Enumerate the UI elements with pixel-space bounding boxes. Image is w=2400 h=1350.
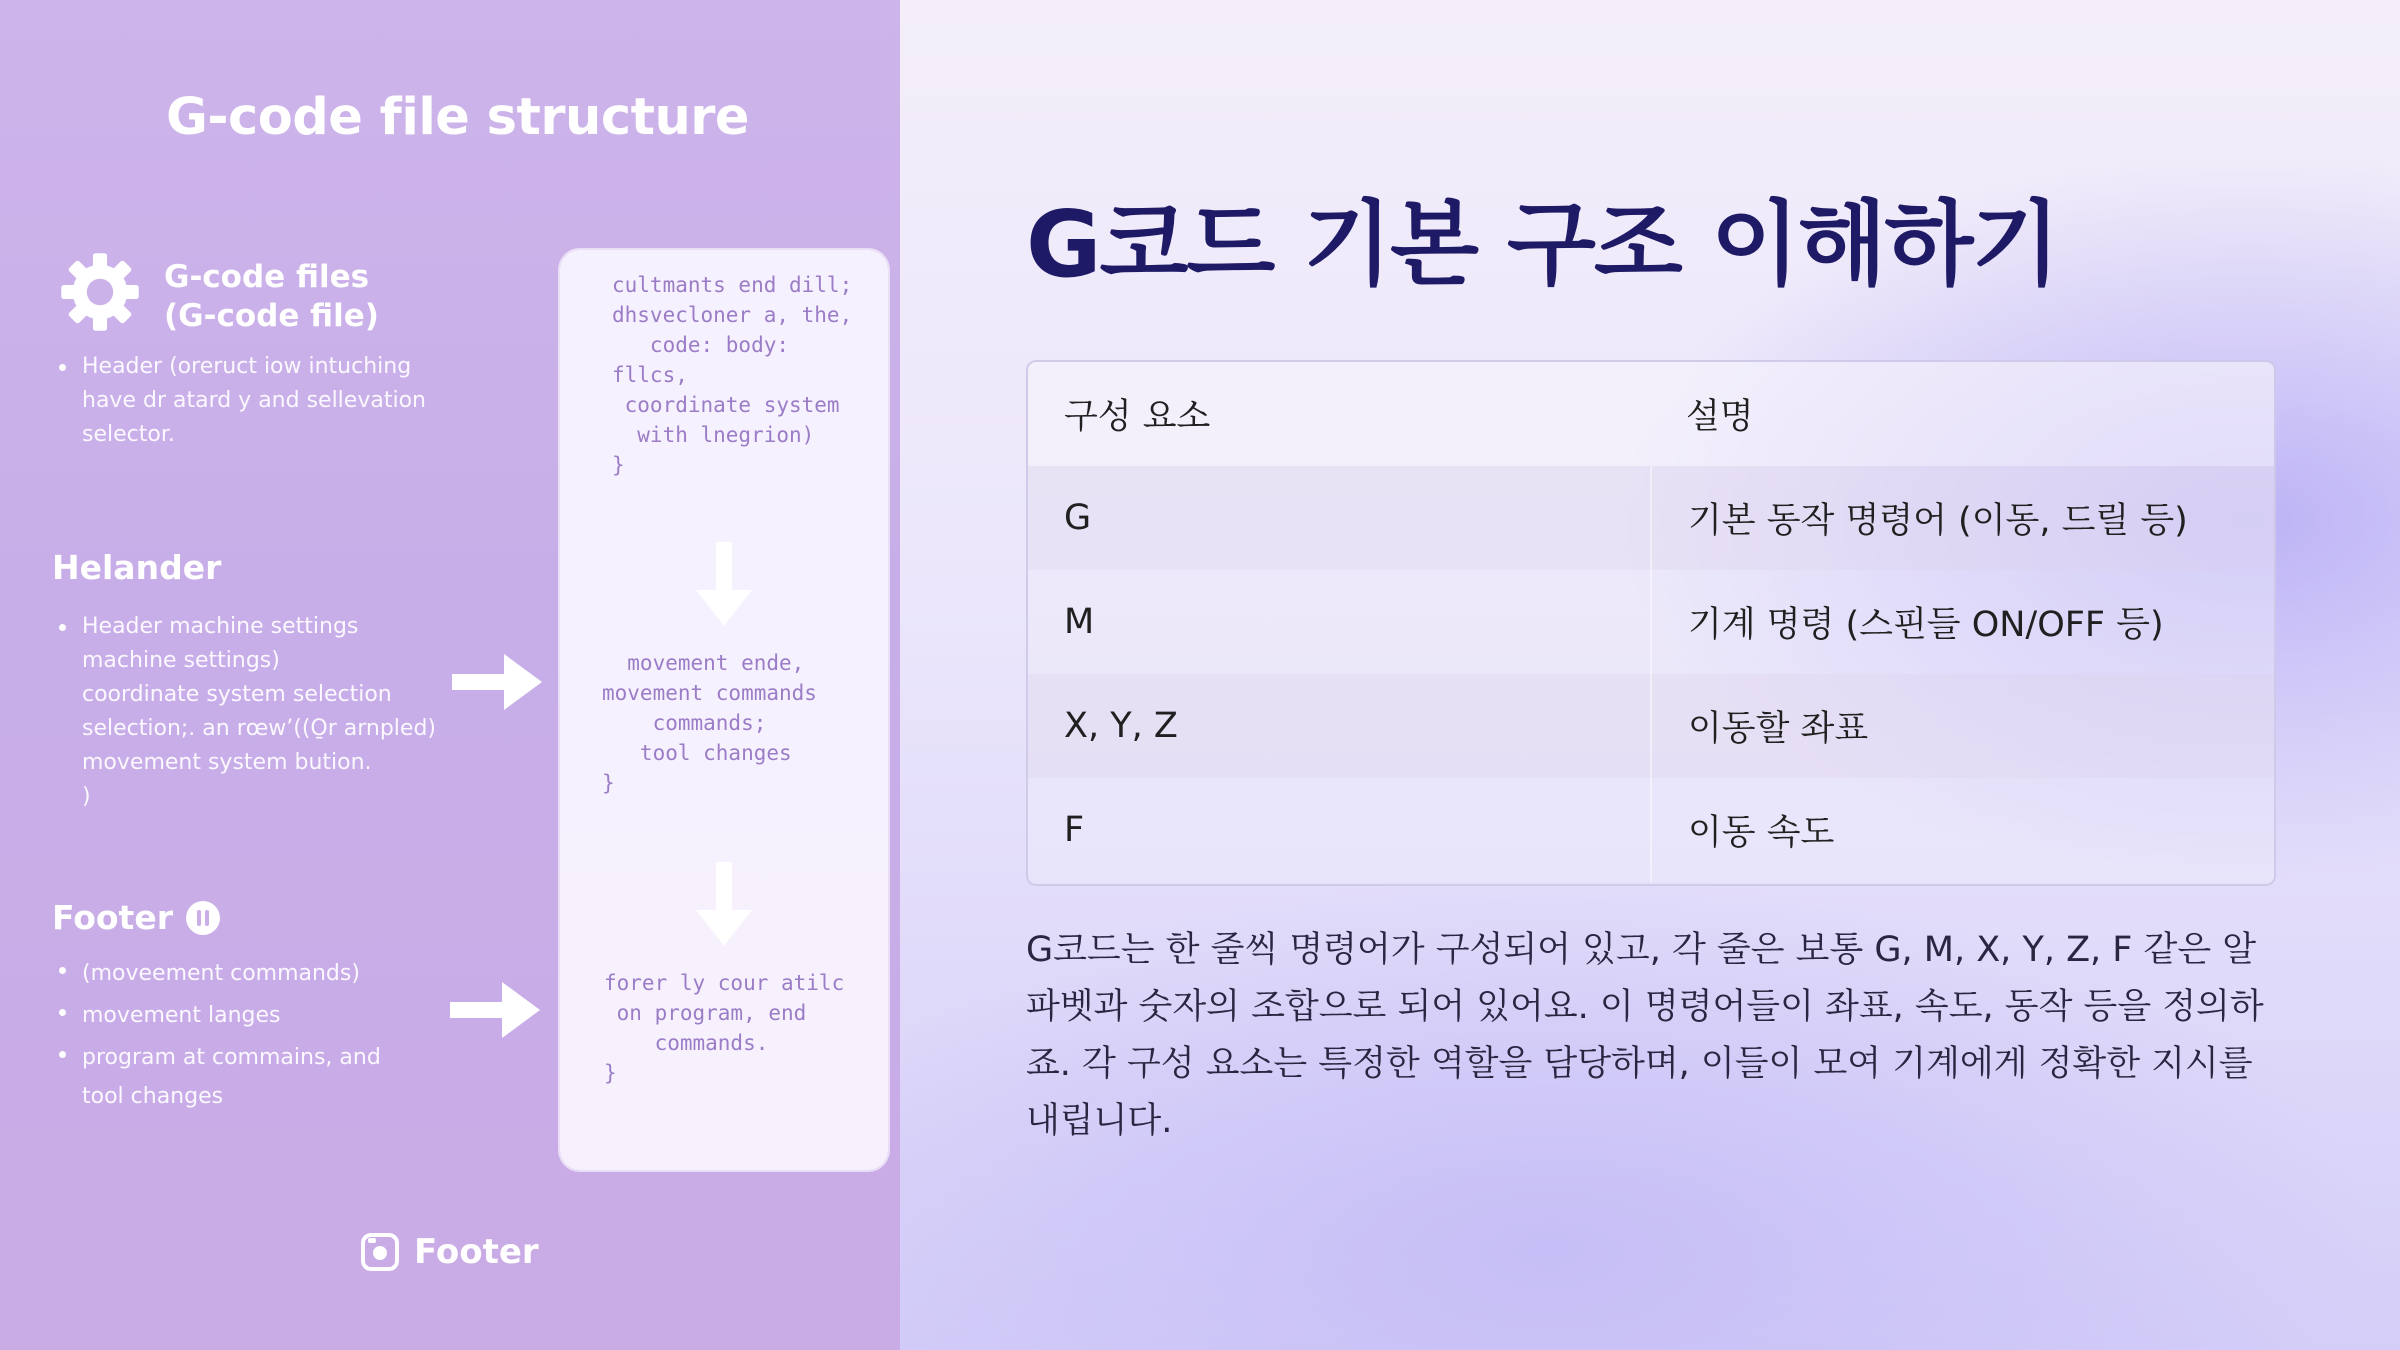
description-paragraph: G코드는 한 줄씩 명령어가 구성되어 있고, 각 줄은 보통 G, M, X, Y, Z, F 같은 알파벳과 숫자의 조합으로 되어 있어요. 이 명령어들이 좌표, 속도, 동작 등을 정의하죠. 각 구성 요소는 특정한 역할을 담당하며, 이들이 모여 기계에게 정확한 지시를 내립니다.	[1026, 930, 2264, 1141]
info-icon	[185, 900, 221, 936]
table-cell: 이동할 좌표	[1650, 674, 2274, 778]
content-panel	[900, 0, 2400, 1350]
code-block-footer: forer ly cour atilc on program, end commands. }	[604, 971, 845, 1085]
table-cell: G	[1064, 498, 1092, 538]
footer-label: Footer	[414, 1232, 539, 1272]
list-item: movement system bution.	[82, 750, 372, 775]
table-row	[1028, 778, 2274, 882]
table-header-row	[1028, 362, 2274, 466]
table-cell: F	[1064, 810, 1085, 850]
list-item: selector.	[82, 422, 175, 447]
table-row	[1028, 570, 2274, 674]
footer-section-bullets	[56, 953, 381, 1115]
list-item: program at commains, and	[56, 1037, 381, 1079]
camera-icon	[360, 1232, 400, 1272]
down-arrow-icon	[694, 542, 754, 626]
list-item: (moveement commands)	[56, 953, 381, 995]
gcode-files-heading-line2: (G-code file)	[164, 298, 379, 334]
page-title: G코드 기본 구조 이해하기	[1026, 191, 2059, 298]
footer-section-heading	[52, 898, 221, 938]
list-item: machine settings)	[82, 648, 280, 673]
list-item: tool changes	[82, 1084, 224, 1109]
components-table	[1026, 360, 2276, 886]
down-arrow-icon	[694, 862, 754, 946]
table-cell: 이동 속도	[1650, 778, 2274, 882]
illustration-title: G-code file structure	[166, 88, 749, 147]
gcode-files-bullets	[56, 350, 426, 452]
code-panel	[560, 250, 888, 1170]
list-item: Header (oreruct iow intuching	[56, 350, 426, 384]
code-block-header: cultmants end dill; dhsvecloner a, the, code: body: fllcs, coordinate system with lnegrion) }	[612, 273, 853, 477]
column-header: 구성 요소	[1064, 397, 1211, 437]
helander-heading: Helander	[52, 548, 222, 587]
table-cell: 기본 동작 명령어 (이동, 드릴 등)	[1650, 466, 2274, 570]
list-item: selection;. an rœw’((O̱r arnpled)	[82, 716, 436, 741]
list-item: have dr atard y and sellevation	[82, 388, 426, 413]
illustration-panel	[0, 0, 900, 1350]
helander-bullets	[56, 610, 436, 814]
list-item: movement langes	[56, 995, 381, 1037]
table-cell: X, Y, Z	[1064, 706, 1178, 746]
list-item: )	[82, 784, 91, 809]
code-block-body: movement ende, movement commands commands; tool changes }	[602, 651, 817, 795]
list-item: Header machine settings	[56, 610, 436, 644]
table-row	[1028, 466, 2274, 570]
gcode-files-heading-line1: G-code files	[164, 259, 370, 295]
table-cell: M	[1064, 602, 1095, 642]
gear-icon	[56, 248, 144, 336]
right-arrow-icon	[450, 982, 540, 1038]
column-header: 설명	[1686, 397, 1754, 437]
right-arrow-icon	[452, 654, 542, 710]
list-item: coordinate system selection	[82, 682, 392, 707]
footer-section-title: Footer	[52, 898, 173, 937]
table-row	[1028, 674, 2274, 778]
footer-label-group	[360, 1228, 539, 1276]
gcode-files-heading	[164, 258, 379, 336]
table-cell: 기계 명령 (스핀들 ON/OFF 등)	[1650, 570, 2274, 674]
